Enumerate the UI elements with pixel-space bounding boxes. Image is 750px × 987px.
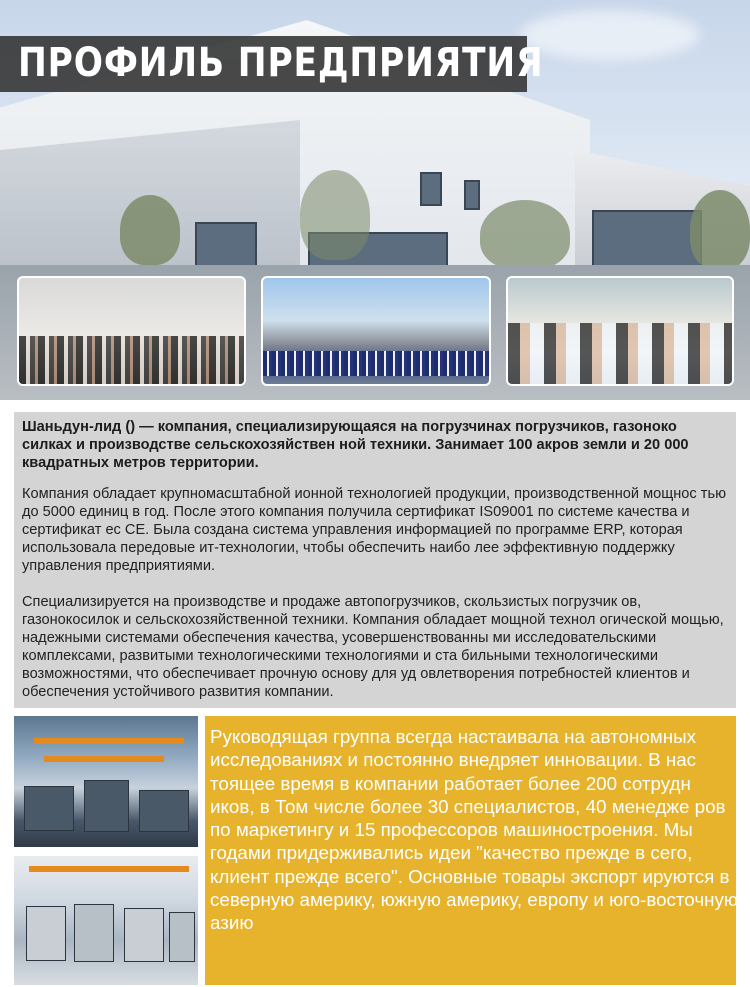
specialization-paragraph: Специализируется на производстве и продаже автопогрузчиков, скользистых погрузчик ов, газонокосилок и сельскохозяйственной техники. Компания обладает мощной технол огической мощью, надежными системами обеспечения качества, усовершенствованны ми исследовательскими комплексами, развитыми технологическими технологиями и ста бильными технологическими возможностями, что обеспечивает прочную основу для уд овлетворения потребностей клиентов и обеспечения устойчивого развития компании.	[22, 594, 724, 700]
leadership-paragraph: Руководящая группа всегда настаивала на автономных исследованиях и постоянно внедряет инновации. В нас тоящее время в компании работает более 200 сотрудн иков, в Том числе более 30 специалистов, 40 менедже ров по маркетингу и 15 профессоров машиностроения. Мы годами придерживались идеи "качество прежде в сего, клиент прежде всего". Основные товары экспорт ируются в северную америку, южную америку, европу и юго-восточную азию	[210, 726, 738, 934]
hero-banner	[0, 0, 750, 400]
team-photo	[17, 276, 246, 386]
workshop-photo	[14, 856, 198, 985]
capacity-paragraph: Компания обладает крупномасштабной ионной технологией продукции, производственной мощнос тью до 5000 единиц в год. После этого компания получила сертификат IS09001 по системе качества и сертификат ес CE. Была создана система управления информацией по программе ERP, которая использовала передовые ит-технологии, чтобы обеспечить наибо лее эффективную поддержку управления предприятиями.	[22, 486, 727, 574]
training-photo	[506, 276, 734, 386]
intro-paragraph: Шаньдун-лид () — компания, специализирующаяся на погрузчинах погрузчиков, газоноко силках и производстве сельскохозяйствен ной техники. Занимает 100 акров земли и 20 000 квадратных метров территории.	[22, 419, 689, 471]
page-title: ПРОФИЛЬ ПРЕДПРИЯТИЯ	[18, 40, 544, 86]
staff-group-photo	[261, 276, 491, 386]
factory-floor-photo	[14, 716, 198, 847]
